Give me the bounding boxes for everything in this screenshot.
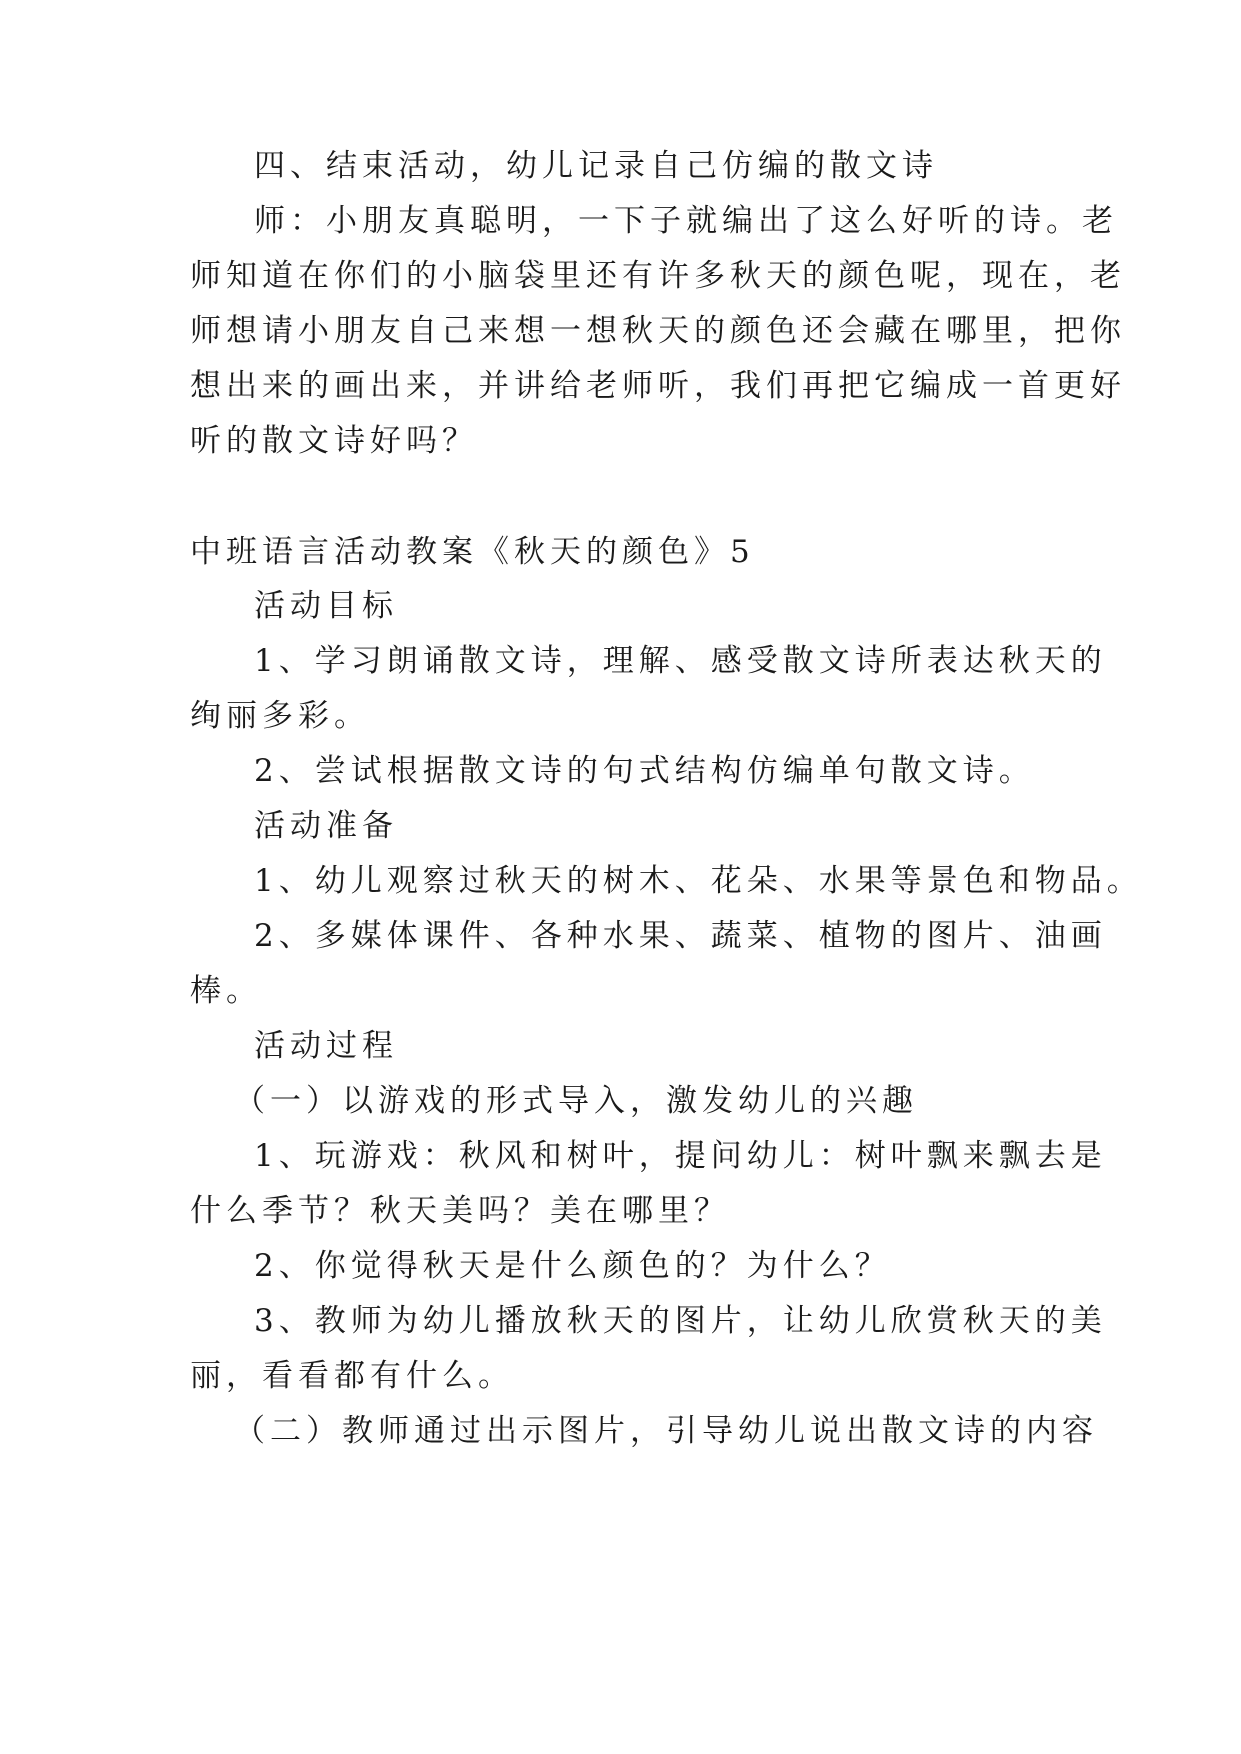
paragraph-line: 2、多媒体课件、各种水果、蔬菜、植物的图片、油画 (254, 918, 1107, 954)
paragraph-line: 想出来的画出来，并讲给老师听，我们再把它编成一首更好 (190, 368, 1126, 404)
paragraph-line: 1、学习朗诵散文诗，理解、感受散文诗所表达秋天的 (254, 643, 1107, 679)
section-heading: 活动过程 (254, 1028, 398, 1064)
paragraph-line: 师想请小朋友自己来想一想秋天的颜色还会藏在哪里，把你 (190, 313, 1126, 349)
section-heading: 四、结束活动，幼儿记录自己仿编的散文诗 (254, 148, 938, 184)
paragraph-line: 2、尝试根据散文诗的句式结构仿编单句散文诗。 (254, 753, 1035, 789)
paragraph-line: 1、幼儿观察过秋天的树木、花朵、水果等景色和物品。 (254, 863, 1143, 899)
paragraph-line: 1、玩游戏：秋风和树叶，提问幼儿：树叶飘来飘去是 (254, 1138, 1107, 1174)
paragraph-line: 3、教师为幼儿播放秋天的图片，让幼儿欣赏秋天的美 (254, 1303, 1107, 1339)
subsection-heading: （二）教师通过出示图片，引导幼儿说出散文诗的内容 (234, 1413, 1098, 1449)
section-heading: 活动目标 (254, 588, 398, 624)
document-title: 中班语言活动教案《秋天的颜色》5 (190, 534, 755, 570)
paragraph-line: 2、你觉得秋天是什么颜色的？为什么？ (254, 1248, 891, 1284)
section-heading: 活动准备 (254, 808, 398, 844)
subsection-heading: （一）以游戏的形式导入，激发幼儿的兴趣 (234, 1083, 918, 1119)
paragraph-line: 丽，看看都有什么。 (190, 1358, 514, 1394)
paragraph-line: 什么季节？秋天美吗？美在哪里？ (190, 1193, 730, 1229)
document-page (190, 0, 1143, 1754)
paragraph-line: 绚丽多彩。 (190, 698, 370, 734)
paragraph-line: 听的散文诗好吗？ (190, 423, 478, 459)
paragraph-line: 师知道在你们的小脑袋里还有许多秋天的颜色呢，现在，老 (190, 258, 1126, 294)
paragraph-line: 棒。 (190, 973, 262, 1009)
paragraph-line: 师：小朋友真聪明，一下子就编出了这么好听的诗。老 (254, 203, 1118, 239)
